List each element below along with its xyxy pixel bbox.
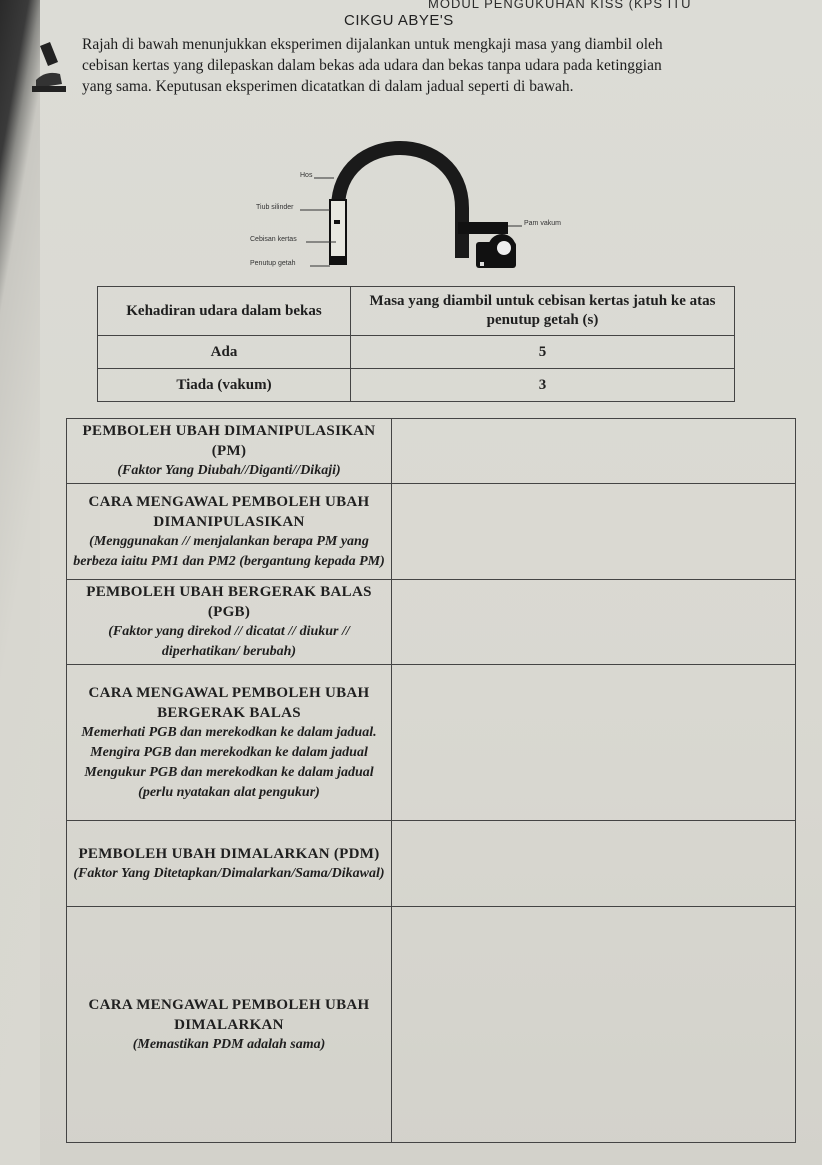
- results-time: 3: [351, 369, 735, 402]
- variable-hint: (Faktor Yang Ditetapkan/Dimalarkan/Sama/Dikawal): [73, 865, 385, 881]
- intro-text: [82, 34, 762, 97]
- variable-hint: Memerhati PGB dan merekodkan ke dalam jadual. Mengira PGB dan merekodkan ke dalam jadual Mengukur PGB dan merekodkan ke dalam jadual (perlu nyatakan alat pengukur): [81, 724, 377, 800]
- results-row: [98, 369, 735, 402]
- variable-hint: (Menggunakan // menjalankan berapa PM yang berbeza iaitu PM1 dan PM2 (bergantung kepada PM): [73, 533, 385, 569]
- variable-row: [67, 484, 796, 580]
- intro-line: cebisan kertas yang dilepaskan dalam bekas ada udara dan bekas tanpa udara pada ketinggian: [82, 57, 662, 74]
- experiment-diagram: [238, 138, 568, 278]
- variables-table: [66, 418, 796, 1143]
- variable-label: [67, 580, 392, 665]
- results-condition: Tiada (vakum): [98, 369, 351, 402]
- variable-row: [67, 419, 796, 484]
- variable-heading: PEMBOLEH UBAH DIMANIPULASIKAN (PM): [82, 423, 376, 459]
- author-title: CIKGU ABYE'S: [344, 12, 454, 29]
- hose-label: Hos: [300, 172, 313, 179]
- variable-heading: CARA MENGAWAL PEMBOLEH UBAH DIMANIPULASIKAN: [88, 493, 370, 530]
- variable-hint: (Memastikan PDM adalah sama): [132, 1036, 326, 1052]
- variable-row: [67, 580, 796, 665]
- stopper-label: Penutup getah: [250, 260, 296, 267]
- variable-label: [67, 419, 392, 484]
- variable-answer-cell[interactable]: [392, 907, 796, 1143]
- variable-label: [67, 907, 392, 1143]
- pump-label: Pam vakum: [524, 220, 561, 227]
- cylinder-label: Tiub silinder: [256, 204, 294, 211]
- variable-hint: (Faktor yang direkod // dicatat // diukur // diperhatikan/ berubah): [108, 624, 350, 659]
- results-header-condition: Kehadiran udara dalam bekas: [98, 287, 351, 336]
- results-row: [98, 336, 735, 369]
- results-table: [97, 286, 735, 402]
- module-title: MODUL PENGUKUHAN KISS (KPS ITU: [428, 0, 692, 11]
- variable-heading: CARA MENGAWAL PEMBOLEH UBAH DIMALARKAN: [88, 996, 370, 1033]
- intro-line: yang sama. Keputusan eksperimen dicatatkan di dalam jadual seperti di bawah.: [82, 78, 574, 95]
- variable-answer-cell[interactable]: [392, 484, 796, 580]
- variable-heading: PEMBOLEH UBAH BERGERAK BALAS (PGB): [86, 584, 372, 620]
- variable-label: [67, 665, 392, 821]
- variable-answer-cell[interactable]: [392, 665, 796, 821]
- variable-heading: PEMBOLEH UBAH DIMALARKAN (PDM): [78, 845, 380, 862]
- variable-answer-cell[interactable]: [392, 821, 796, 907]
- variable-answer-cell[interactable]: [392, 419, 796, 484]
- variable-row: [67, 907, 796, 1143]
- variable-row: [67, 821, 796, 907]
- paper-label: Cebisan kertas: [250, 236, 297, 243]
- results-header-row: [98, 287, 735, 336]
- intro-line: Rajah di bawah menunjukkan eksperimen dijalankan untuk mengkaji masa yang diambil oleh: [82, 36, 663, 53]
- results-time: 5: [351, 336, 735, 369]
- variable-label: [67, 821, 392, 907]
- results-header-time: Masa yang diambil untuk cebisan kertas jatuh ke atas penutup getah (s): [351, 287, 735, 336]
- variable-heading: CARA MENGAWAL PEMBOLEH UBAH BERGERAK BALAS: [88, 684, 370, 721]
- variable-row: [67, 665, 796, 821]
- variable-answer-cell[interactable]: [392, 580, 796, 665]
- variable-hint: (Faktor Yang Diubah//Diganti//Dikaji): [117, 463, 341, 478]
- microscope-icon: [32, 40, 72, 100]
- results-condition: Ada: [98, 336, 351, 369]
- variable-label: [67, 484, 392, 580]
